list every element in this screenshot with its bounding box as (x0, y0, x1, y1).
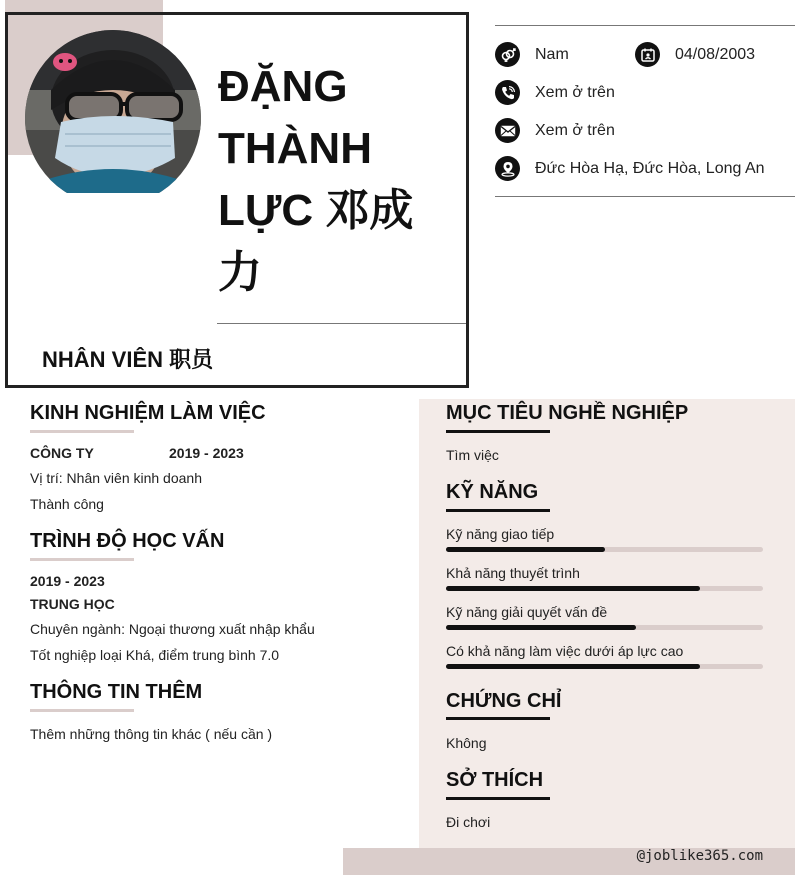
heading-underline (30, 558, 134, 561)
skill-label: Có khả năng làm việc dưới áp lực cao (446, 643, 684, 659)
location-icon (495, 156, 520, 181)
certificates-text: Không (446, 735, 487, 751)
skill-bar-fill (446, 625, 636, 630)
phone-icon (495, 80, 520, 105)
skill-label: Khả năng thuyết trình (446, 565, 580, 581)
gender-icon (495, 42, 520, 67)
skill-bar (446, 664, 763, 669)
heading-underline (446, 797, 550, 800)
education-heading: TRÌNH ĐỘ HỌC VẤN (30, 530, 225, 552)
name-line: ĐẶNG (218, 62, 348, 111)
company-name: CÔNG TY (30, 445, 94, 461)
mail-icon (495, 118, 520, 143)
heading-underline (30, 709, 134, 712)
birthdate-value: 04/08/2003 (675, 46, 756, 63)
skill-bar (446, 625, 763, 630)
heading-underline (446, 717, 550, 720)
calendar-icon (635, 42, 660, 67)
experience-period: 2019 - 2023 (169, 445, 244, 461)
divider (495, 196, 795, 197)
education-major: Chuyên ngành: Ngoại thương xuất nhập khẩu (30, 621, 315, 637)
experience-position: Vị trí: Nhân viên kinh doanh (30, 470, 202, 486)
watermark: @joblike365.com (636, 848, 763, 864)
divider (495, 25, 795, 26)
address-value: Đức Hòa Hạ, Đức Hòa, Long An (535, 160, 765, 177)
candidate-name (218, 56, 458, 304)
skill-bar-fill (446, 547, 605, 552)
avatar-clip (20, 193, 210, 213)
phone-value: Xem ở trên (535, 84, 615, 101)
education-grade: Tốt nghiệp loại Khá, điểm trung bình 7.0 (30, 647, 280, 663)
skills-heading: KỸ NĂNG (446, 481, 539, 503)
email-value: Xem ở trên (535, 122, 615, 139)
hobbies-text: Đi chơi (446, 814, 491, 830)
skill-bar (446, 586, 763, 591)
hobbies-heading: SỞ THÍCH (446, 769, 544, 791)
extra-info-text: Thêm những thông tin khác ( nếu cần ) (30, 726, 273, 742)
skill-label: Kỹ năng giao tiếp (446, 526, 555, 542)
objective-heading: MỤC TIÊU NGHỀ NGHIỆP (446, 402, 689, 424)
objective-text: Tìm việc (446, 447, 499, 463)
name-line: LỰC 邓成 (218, 186, 414, 235)
name-line: 力 (218, 248, 262, 297)
avatar (25, 30, 201, 206)
certificates-heading: CHỨNG CHỈ (446, 690, 562, 712)
heading-underline (446, 509, 550, 512)
heading-underline (30, 430, 134, 433)
skill-bar (446, 547, 763, 552)
divider (217, 323, 466, 324)
experience-result: Thành công (30, 496, 104, 512)
school-name: TRUNG HỌC (30, 596, 115, 612)
skill-bar-fill (446, 586, 700, 591)
extra-info-heading: THÔNG TIN THÊM (30, 681, 203, 703)
education-period: 2019 - 2023 (30, 573, 105, 589)
profile-photo (25, 30, 201, 206)
experience-heading: KINH NGHIỆM LÀM VIỆC (30, 402, 266, 424)
job-title: NHÂN VIÊN 职员 (42, 347, 214, 372)
skill-bar-fill (446, 664, 700, 669)
gender-value: Nam (535, 46, 569, 63)
skill-label: Kỹ năng giải quyết vấn đề (446, 604, 608, 620)
name-line: THÀNH (218, 124, 372, 173)
heading-underline (446, 430, 550, 433)
